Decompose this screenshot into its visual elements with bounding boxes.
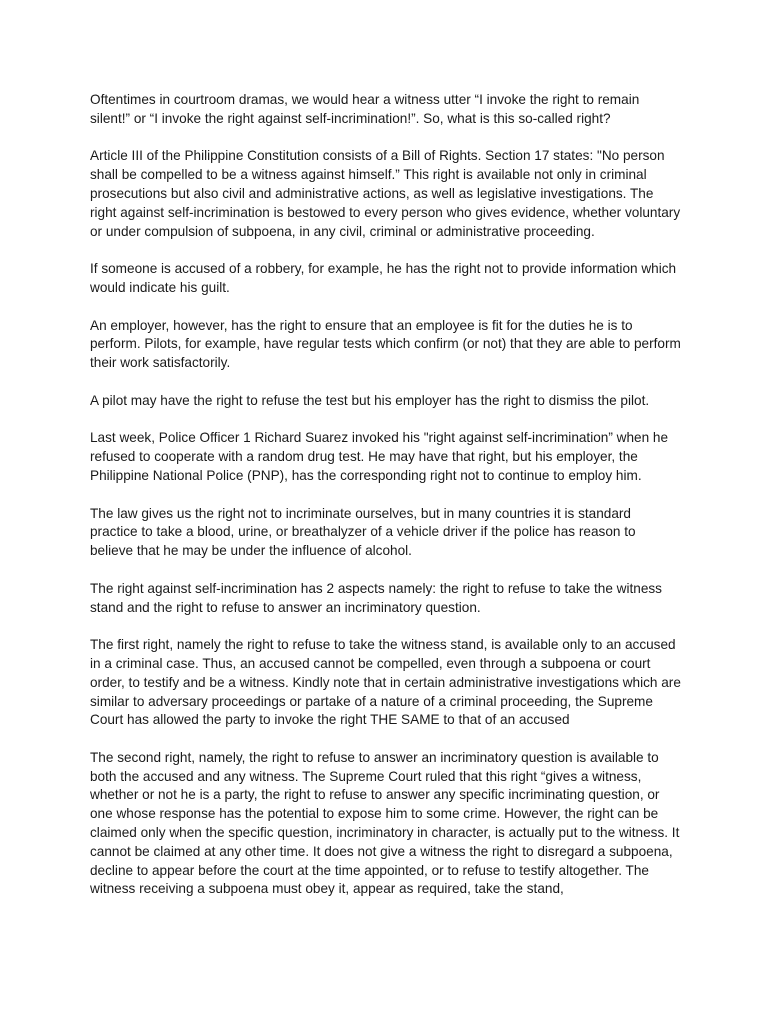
paragraph-second-right: The second right, namely, the right to refuse to answer an incriminatory question is available to both the accused and any witness. The Supreme Court ruled that this right “gives a witness, whether or not he is a party, the right to refuse to answer any specific incriminating question, or one whose response has the potential to expose him to some crime. However, the right can be claimed only when the specific question, incriminatory in character, is actually put to the witness. It cannot be claimed at any other time. It does not give a witness the right to disregard a subpoena, decline to appear before the court at the time appointed, or to refuse to testify altogether. The witness receiving a subpoena must obey it, appear as required, take the stand, [90, 749, 680, 897]
paragraph-article-iii: Article III of the Philippine Constitution consists of a Bill of Rights. Section 17 states: "No person shall be compelled to be a witness against himself.” This right is available not only in criminal prosecutions but also civil and administrative actions, as well as legislative investigations. The right against self-incrimination is bestowed to every person who gives evidence, whether voluntary or under compulsion of subpoena, in any civil, criminal or administrative proceeding. [90, 148, 681, 239]
paragraph-first-right: The first right, namely the right to refuse to take the witness stand, is available only to an accused in a criminal case. Thus, an accused cannot be compelled, even through a subpoena or court order, to testify and be a witness. Kindly note that in certain administrative investigations which are similar to adversary proceedings or partake of a nature of a criminal proceeding, the Supreme Court has allowed the party to invoke the right THE SAME to that of an accused [90, 637, 681, 728]
paragraph-suarez-case: Last week, Police Officer 1 Richard Suarez invoked his "right against self-incrimination” when he refused to cooperate with a random drug test. He may have that right, but his employer, the Philippine National Police (PNP), has the corresponding right not to continue to employ him. [90, 430, 669, 483]
paragraph-employer-right: An employer, however, has the right to ensure that an employee is fit for the duties he is to perform. Pilots, for example, have regular tests which confirm (or not) that they are able to perform their work satisfactorily. [90, 317, 681, 371]
paragraph-robbery-example: If someone is accused of a robbery, for example, he has the right not to provide information which would indicate his guilt. [90, 261, 677, 295]
paragraph-two-aspects: The right against self-incrimination has 2 aspects namely: the right to refuse to take the witness stand and the right to refuse to answer an incriminatory question. [90, 580, 662, 615]
paragraph-intro: Oftentimes in courtroom dramas, we would hear a witness utter “I invoke the right to remain silent!” or “I invoke the right against self-incrimination!”. So, what is this so-called right? [90, 92, 640, 126]
document-body [90, 91, 682, 918]
paragraph-pilot-test: A pilot may have the right to refuse the test but his employer has the right to dismiss the pilot. [90, 392, 650, 408]
paragraph-breathalyzer: The law gives us the right not to incriminate ourselves, but in many countries it is standard practice to take a blood, urine, or breathalyzer of a vehicle driver if the police has reason to believe that he may be under the influence of alcohol. [90, 505, 636, 559]
